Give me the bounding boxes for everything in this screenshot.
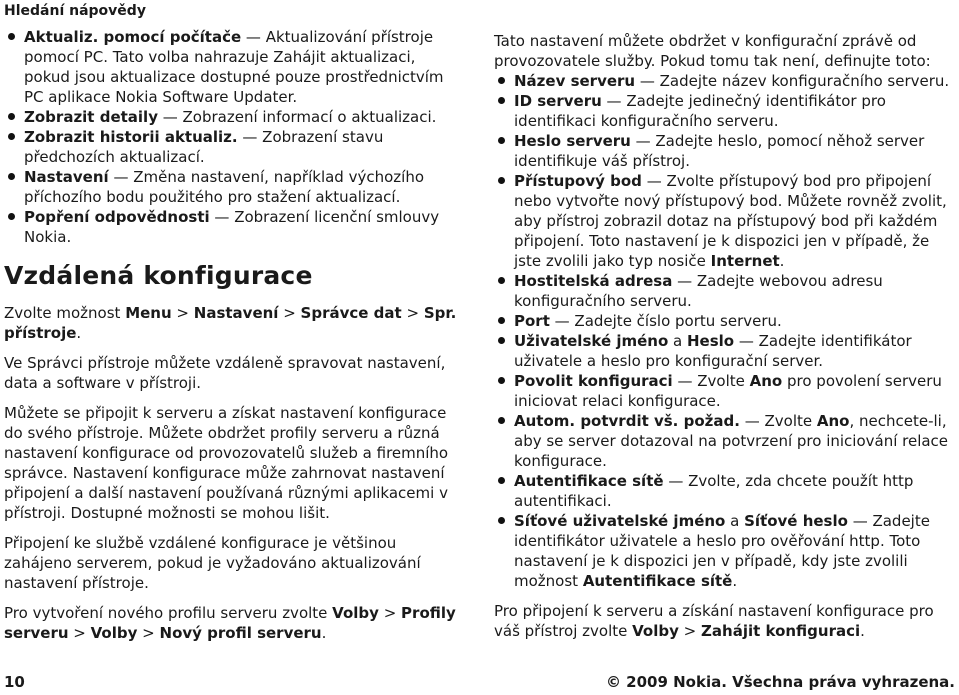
right-column bbox=[494, 31, 955, 651]
path-separator: > bbox=[68, 624, 91, 642]
item-label: Hostitelská adresa bbox=[514, 272, 673, 290]
item-label: Uživatelské jméno bbox=[514, 332, 669, 350]
item-end: . bbox=[732, 572, 738, 590]
page-number: 10 bbox=[4, 673, 25, 691]
path-separator: > bbox=[137, 624, 160, 642]
option-value: Ano bbox=[816, 412, 850, 430]
item-separator: — bbox=[209, 208, 235, 226]
item-label: Povolit konfiguraci bbox=[514, 372, 673, 390]
item-label: Heslo bbox=[687, 332, 735, 350]
item-description: Zadejte jedinečný identifikátor pro identifikaci konfiguračního serveru. bbox=[514, 92, 886, 130]
list-item bbox=[494, 371, 955, 411]
menu-path-paragraph bbox=[4, 303, 466, 343]
item-separator: — bbox=[237, 128, 263, 146]
path-separator: > bbox=[401, 304, 424, 322]
path-separator: > bbox=[378, 604, 402, 622]
item-label: Přístupový bod bbox=[514, 172, 642, 190]
item-label: Název serveru bbox=[514, 72, 636, 90]
list-item bbox=[4, 107, 466, 127]
list-item bbox=[494, 331, 955, 371]
item-description: Zvolte bbox=[697, 372, 750, 390]
item-end: . bbox=[779, 252, 785, 270]
item-description: pro povolení serveru iniciovat relaci konfigurace. bbox=[514, 372, 942, 410]
item-label: Síťové uživatelské jméno bbox=[514, 512, 726, 530]
list-item bbox=[4, 27, 466, 107]
item-description: Zadejte heslo, pomocí něhož server identifikuje váš přístroj. bbox=[514, 132, 925, 170]
path-separator: > bbox=[678, 622, 702, 640]
subheading: Hledání nápovědy bbox=[4, 3, 146, 19]
item-description: Zobrazení informací o aktualizaci. bbox=[182, 108, 437, 126]
item-separator: — bbox=[157, 108, 183, 126]
menu-path-data-manager: Správce dat bbox=[300, 304, 402, 322]
item-description: Zvolte bbox=[764, 412, 817, 430]
list-item bbox=[494, 311, 955, 331]
list-item bbox=[494, 411, 955, 471]
item-description: Zvolte přístupový bod pro připojení nebo vytvořte nový přístupový bod. Můžete rovněž zvolit, aby přístroj zobrazil dotaz na přístupový bod při každém připojení. Toto nastavení je k dispozici jen v případě, že jste zvolili jako typ nosiče bbox=[514, 172, 947, 270]
path-separator: > bbox=[278, 304, 301, 322]
item-separator: — bbox=[672, 372, 698, 390]
menu-path-server-profiles: Profily serveru bbox=[4, 604, 456, 642]
item-description: Zadejte číslo portu serveru. bbox=[574, 312, 782, 330]
path-separator: > bbox=[171, 304, 194, 322]
menu-path-options: Volby bbox=[332, 604, 379, 622]
menu-path-device-manager: Spr. přístroje bbox=[4, 304, 457, 342]
item-label: Autom. potvrdit vš. požad. bbox=[514, 412, 740, 430]
item-separator: — bbox=[601, 92, 627, 110]
list-item bbox=[494, 131, 955, 171]
server-settings-list bbox=[494, 71, 955, 591]
menu-path-options: Volby bbox=[632, 622, 679, 640]
item-separator: — bbox=[672, 272, 697, 290]
item-label: Heslo serveru bbox=[514, 132, 631, 150]
menu-path-menu: Menu bbox=[125, 304, 172, 322]
path-intro: Zvolte možnost bbox=[4, 304, 126, 322]
item-description: Zadejte název konfiguračního serveru. bbox=[659, 72, 950, 90]
list-item bbox=[494, 271, 955, 311]
list-item bbox=[494, 171, 955, 271]
copyright-notice: © 2009 Nokia. Všechna práva vyhrazena. bbox=[605, 673, 955, 691]
item-description: , nechcete-li, aby se server dotazoval na potvrzení pro iniciování relace konfigurace. bbox=[514, 412, 949, 470]
para-intro: Pro připojení k serveru a získání nastavení konfigurace pro váš přístroj zvolte bbox=[494, 602, 934, 640]
menu-path-start-configuration: Zahájit konfiguraci bbox=[701, 622, 861, 640]
paragraph: Připojení ke službě vzdálené konfigurace je většinou zahájeno serverem, pokud je vyžadováno aktualizování nastavení přístroje. bbox=[4, 534, 421, 592]
bearer-type-value: Internet bbox=[710, 252, 780, 270]
final-paragraph bbox=[494, 601, 955, 641]
item-separator: — bbox=[549, 312, 575, 330]
item-description: Zvolte, zda chcete použít http autentifikaci. bbox=[514, 472, 914, 510]
item-description: Změna nastavení, například výchozího příchozího bodu použitého pro stažení aktualizací. bbox=[24, 168, 425, 206]
item-label: Autentifikace sítě bbox=[514, 472, 664, 490]
paragraph: Ve Správci přístroje můžete vzdáleně spravovat nastavení, data a software v přístroji. bbox=[4, 354, 446, 392]
list-item bbox=[494, 71, 955, 91]
left-column bbox=[4, 0, 466, 653]
list-item bbox=[4, 207, 466, 247]
list-item bbox=[4, 167, 466, 207]
menu-path-options: Volby bbox=[90, 624, 138, 642]
item-conjunction: a bbox=[725, 512, 745, 530]
item-separator: — bbox=[630, 132, 656, 150]
intro-paragraph: Tato nastavení můžete obdržet v konfigurační zprávě od provozovatele služby. Pokud tomu tak není, definujte toto: bbox=[494, 32, 931, 70]
path-end: . bbox=[76, 324, 82, 342]
list-item bbox=[494, 511, 955, 591]
menu-path-new-server-profile: Nový profil serveru bbox=[159, 624, 322, 642]
item-separator: — bbox=[734, 332, 759, 350]
list-item bbox=[494, 471, 955, 511]
item-label: Nastavení bbox=[24, 168, 109, 186]
path-end: . bbox=[860, 622, 865, 640]
item-separator: — bbox=[641, 172, 667, 190]
item-description: Aktualizování přístroje pomocí PC. Tato volba nahrazuje Zahájit aktualizaci, pokud jsou aktualizace dostupné pouze prostřednictvím PC aplikace Nokia Software Updater. bbox=[24, 28, 444, 106]
paragraph: Můžete se připojit k serveru a získat nastavení konfigurace do svého přístroje. Můžete obdržet profily serveru a různá nastavení konfigurace od provozovatelů služeb a firemního správce. Nastavení konfigurace může zahrnovat nastavení připojení a další nastavení používaná různými aplikacemi v přístroji. Dostupné možnosti se mohou lišit. bbox=[4, 404, 449, 522]
option-value: Autentifikace sítě bbox=[582, 572, 733, 590]
item-label: Zobrazit historii aktualiz. bbox=[24, 128, 238, 146]
item-description: Zadejte identifikátor uživatele a heslo pro ověřování http. Toto nastavení je k dispozici jen v případě, kdy jste zvolili možnost bbox=[514, 512, 930, 590]
item-description: Zadejte webovou adresu konfiguračního serveru. bbox=[514, 272, 883, 310]
item-label: Síťové heslo bbox=[744, 512, 848, 530]
option-value: Ano bbox=[749, 372, 783, 390]
item-description: Zobrazení licenční smlouvy Nokia. bbox=[24, 208, 440, 246]
new-profile-paragraph bbox=[4, 603, 466, 643]
item-separator: — bbox=[241, 28, 266, 46]
item-description: Zadejte identifikátor uživatele a heslo pro konfigurační server. bbox=[514, 332, 912, 370]
item-description: Zobrazení stavu předchozích aktualizací. bbox=[24, 128, 384, 166]
section-title: Vzdálená konfigurace bbox=[4, 261, 313, 290]
item-label: Zobrazit detaily bbox=[24, 108, 158, 126]
item-conjunction: a bbox=[668, 332, 687, 350]
list-item bbox=[494, 91, 955, 131]
item-label: Aktualiz. pomocí počítače bbox=[24, 28, 242, 46]
item-separator: — bbox=[108, 168, 134, 186]
item-separator: — bbox=[739, 412, 765, 430]
item-label: ID serveru bbox=[514, 92, 602, 110]
path-end: . bbox=[321, 624, 327, 642]
item-label: Popření odpovědnosti bbox=[24, 208, 210, 226]
item-separator: — bbox=[847, 512, 873, 530]
menu-path-settings: Nastavení bbox=[193, 304, 279, 322]
item-separator: — bbox=[663, 472, 689, 490]
list-item bbox=[4, 127, 466, 167]
item-label: Port bbox=[514, 312, 550, 330]
item-separator: — bbox=[635, 72, 660, 90]
para-intro: Pro vytvoření nového profilu serveru zvolte bbox=[4, 604, 333, 622]
help-options-list bbox=[4, 27, 466, 247]
